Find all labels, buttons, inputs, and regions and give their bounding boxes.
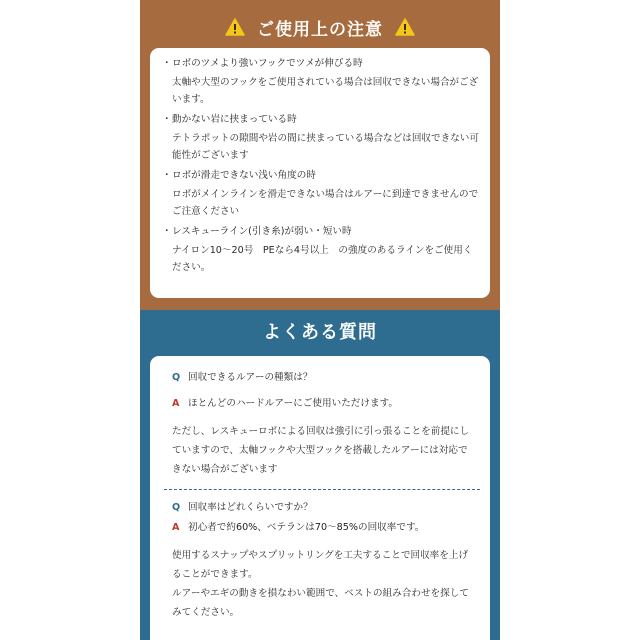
caution-item-body: テトラポットの隙間や岩の間に挟まっている場合などは回収できない可能性がございます xyxy=(172,133,479,161)
caution-item-body: 太軸や大型のフックをご使用されている場合は回収できない場合がございます。 xyxy=(172,77,479,105)
caution-item xyxy=(162,112,480,164)
caution-item-heading-text: 動かない岩に挟まっている時 xyxy=(172,114,297,125)
caution-item xyxy=(162,224,480,276)
faq-section xyxy=(140,310,500,640)
faq-question-text: 回収率はどれくらいですか？ xyxy=(188,502,313,513)
faq-answer-text: ほとんどのハードルアーにご使用いただけます。 xyxy=(188,398,399,409)
faq-question-text: 回収できるルアーの種類は？ xyxy=(188,372,313,383)
warning-icon xyxy=(395,18,415,36)
caution-card xyxy=(150,48,490,298)
answer-mark: A xyxy=(172,398,180,409)
question-mark: Q xyxy=(172,372,181,383)
bullet: ・ xyxy=(162,58,172,69)
question-mark: Q xyxy=(172,502,181,513)
caution-item-heading xyxy=(162,56,480,71)
faq-answer xyxy=(172,520,476,536)
faq-title: よくある質問 xyxy=(263,322,377,343)
bullet: ・ xyxy=(162,170,172,181)
bullet: ・ xyxy=(162,114,172,125)
caution-item-heading xyxy=(162,224,480,239)
faq-card xyxy=(150,356,490,640)
caution-item xyxy=(162,56,480,108)
faq-answer-detail: ただし、レスキューロボによる回収は強引に引っ張ることを前提にしていますので、太軸フックや大型フックを搭載したルアーには対応できない場合がございます xyxy=(172,426,470,475)
caution-item xyxy=(162,168,480,220)
caution-item-heading xyxy=(162,168,480,183)
caution-item-heading-text: レスキューライン(引き糸)が弱い・短い時 xyxy=(172,226,352,237)
faq-answer-text: 初心者で約60%、ベテランは70〜85%の回収率です。 xyxy=(188,522,425,533)
warning-icon xyxy=(225,18,245,36)
caution-item-heading-text: ロボが滑走できない浅い角度の時 xyxy=(172,170,316,181)
faq-question xyxy=(172,500,476,516)
caution-item-body: ロボがメインラインを滑走できない場合はルアーに到達できませんのでご注意ください xyxy=(172,189,479,217)
faq-question xyxy=(172,370,476,386)
faq-answer-detail: ルアーやエギの動きを損なわい範囲で、ベストの組み合わせを探してみてください。 xyxy=(172,588,469,618)
faq-answer xyxy=(172,396,476,412)
answer-mark: A xyxy=(172,522,180,533)
caution-item-heading xyxy=(162,112,480,127)
caution-section xyxy=(140,0,500,310)
product-info-panel xyxy=(140,0,500,640)
caution-header xyxy=(140,10,500,44)
caution-item-body: ナイロン10〜20号 PEなら4号以上 の強度のあるラインをご使用ください。 xyxy=(172,245,473,273)
faq-answer-detail: 使用するスナップやスプリットリングを工夫することで回収率を上げることができます。 xyxy=(172,550,469,580)
bullet: ・ xyxy=(162,226,172,237)
caution-item-heading-text: ロボのツメより強いフックでツメが伸びる時 xyxy=(172,58,363,69)
caution-title: ご使用上の注意 xyxy=(257,19,383,40)
faq-divider xyxy=(164,489,480,490)
